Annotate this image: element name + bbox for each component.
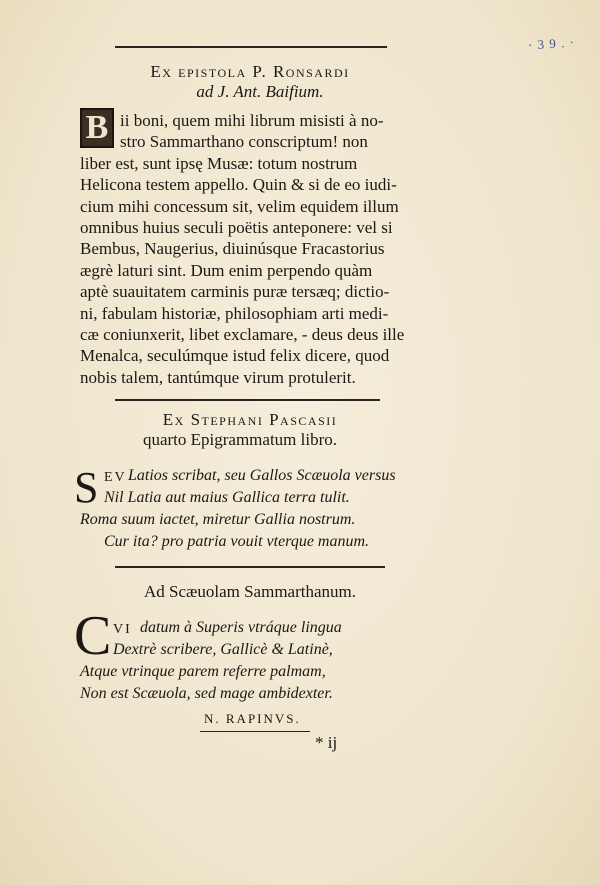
section-rule <box>115 566 385 568</box>
text-line-content: cium mihi concessum sit, velim equidem illum <box>80 196 399 216</box>
text-line <box>80 281 395 302</box>
section2-initial: S <box>74 463 99 512</box>
text-line <box>80 238 395 259</box>
section3-heading-text: Ad Scæuolam Sammarthanum. <box>143 582 356 601</box>
section2-initial-rest: EV <box>104 470 127 485</box>
text-line <box>80 174 395 195</box>
decorated-initial: B <box>80 108 114 148</box>
top-rule <box>115 46 387 48</box>
text-line-content: omnibus huius seculi poëtis anteponere: vel si <box>80 217 393 237</box>
section1-subheading <box>150 82 370 102</box>
text-line-content: ii boni, quem mihi librum misisti à no- <box>120 111 384 130</box>
section3-initial-rest: VI <box>113 622 132 637</box>
text-line <box>80 303 395 324</box>
section2-heading <box>80 410 420 430</box>
bottom-rule <box>200 731 310 732</box>
poem-line: datum à Superis vtráque lingua <box>140 619 342 636</box>
poem-line: Atque vtrinque parem referre palmam, <box>80 663 326 680</box>
text-line <box>80 153 395 174</box>
text-line-content: Helicona testem appello. Quin & si de eo iudi- <box>80 175 397 195</box>
text-line-content: liber est, sunt ipsę Musæ: totum nostrum <box>80 153 358 173</box>
library-stamp: · 3 9 . · <box>527 34 576 53</box>
text-line <box>80 217 395 238</box>
poem-line: Cur ita? pro patria vouit vterque manum. <box>104 533 370 550</box>
section1-heading <box>80 62 420 82</box>
poem-line: Dextrè scribere, Gallicè & Latinè, <box>113 641 333 658</box>
text-line-content: ni, fabulam historiæ, philosophiam arti medi- <box>80 303 389 323</box>
text-line-content: aptè suauitatem carminis puræ tersæq; dictio- <box>80 282 390 302</box>
text-line-content: nobis talem, tantúmque virum protulerit. <box>80 367 356 387</box>
section3-heading <box>80 582 420 602</box>
text-line <box>80 324 405 345</box>
signature-mark: * ij <box>315 733 338 752</box>
text-line-content: stro Sammarthano conscriptum! non <box>120 132 368 152</box>
section2-subheading-text: quarto Epigrammatum libro. <box>142 430 338 449</box>
section3-initial: C <box>74 605 112 667</box>
poem-line: Non est Scæuola, sed mage ambidexter. <box>80 685 333 702</box>
section-rule <box>115 399 380 401</box>
text-line-content: ægrè laturi sint. Dum enim perpendo quàm <box>80 260 373 280</box>
section1-heading-text: Ex epistola P. Ronsardi <box>150 62 350 81</box>
text-line-content: Bembus, Naugerius, diuinúsque Fracastorius <box>80 239 385 259</box>
text-line-content: cæ coniunxerit, libet exclamare, - deus deus ille <box>80 324 405 344</box>
text-line-content: Menalca, seculúmque istud felix dicere, quod <box>80 346 390 366</box>
section2-subheading <box>120 430 360 450</box>
poem-line: Nil Latia aut maius Gallica terra tulit. <box>104 489 350 506</box>
poem-line: Latios scribat, seu Gallos Scæuola versus <box>128 467 396 484</box>
text-line <box>80 260 395 281</box>
text-line <box>80 196 399 217</box>
text-line <box>80 131 395 152</box>
ronsard-letter <box>80 110 405 388</box>
author-signature: N. RAPINVS. <box>204 711 301 726</box>
section1-subheading-text: ad J. Ant. Baifium. <box>196 82 324 101</box>
text-line <box>80 367 395 388</box>
text-line <box>80 110 395 131</box>
poem-line: Roma suum iactet, miretur Gallia nostrum. <box>80 511 356 528</box>
text-line <box>80 345 395 366</box>
section2-heading-text: Ex Stephani Pascasii <box>162 410 338 429</box>
